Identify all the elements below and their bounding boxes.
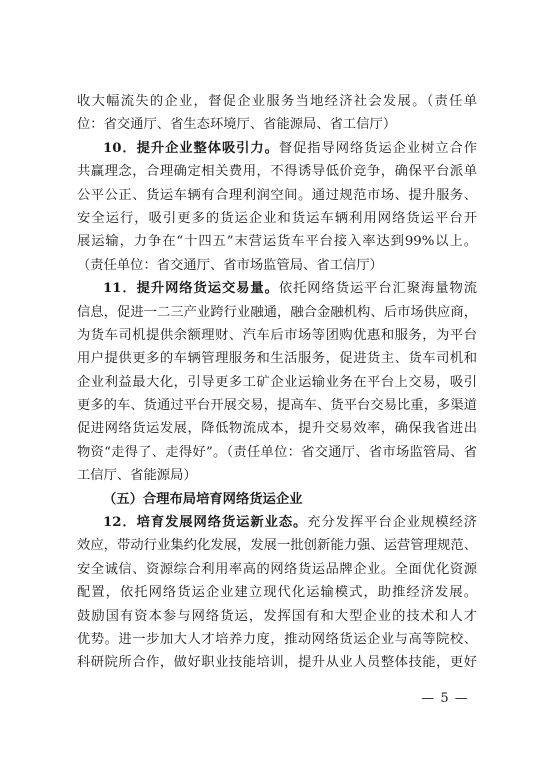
text-line: [77, 581, 477, 604]
text-line: [77, 534, 477, 557]
text-line-content: 效应，带动行业集约化发展，发展一批创新能力强、运营管理规范、: [77, 538, 477, 554]
item-heading: 10．提升企业整体吸引力。: [103, 140, 279, 156]
page-number: — 5 —: [421, 691, 469, 706]
text-line: [77, 254, 477, 277]
text-line-content: 安全诚信、资源综合利用率高的网络货运品牌企业。全面优化资源: [77, 561, 477, 577]
section-heading: [77, 488, 477, 511]
item-12-first-line: [77, 511, 477, 534]
text-line: [77, 651, 477, 674]
text-line: [77, 628, 477, 651]
text-line-content: 收大幅流失的企业，督促企业服务当地经济社会发展。（责任单: [77, 94, 477, 109]
section-heading-text: （五）合理布局培育网络货运企业: [103, 491, 303, 507]
text-line-content: 企业利益最大化，引导更多工矿企业运输业务在平台上交易，吸引: [77, 374, 477, 390]
text-line: [77, 394, 477, 417]
text-line-content: 依托网络货运平台汇聚海量物流: [278, 281, 477, 297]
text-line: [77, 605, 477, 628]
item-11-first-line: [77, 277, 477, 300]
text-line-content: 位：省交通厅、省生态环境厅、省能源局、省工信厅）: [77, 117, 397, 133]
text-line-content: 充分发挥平台企业规模经济: [307, 515, 477, 531]
text-line: [77, 464, 477, 487]
text-line: [77, 371, 477, 394]
text-line-content: 促进网络货运发展，降低物流成本，提升交易效率，确保我省进出: [77, 421, 477, 437]
text-line-content: 物资“走得了、走得好”。（责任单位：省交通厅、省市场监管局、省: [77, 444, 477, 460]
text-line-content: 公平公正、货运车辆有合理利润空间。通过规范市场、提升服务、: [77, 187, 477, 203]
text-line-content: 共赢理念，合理确定相关费用，不得诱导低价竞争，确保平台派单: [77, 164, 477, 180]
text-line-content: 督促指导网络货运企业树立合作: [278, 140, 477, 156]
text-line: [77, 417, 477, 440]
text-line: [77, 301, 477, 324]
text-line-content: 为货车司机提供余额理财、汽车后市场等团购优惠和服务，为平台: [77, 327, 477, 343]
text-line-content: 用户提供更多的车辆管理服务和生活服务，促进货主、货车司机和: [77, 351, 477, 367]
text-line-content: 科研院所合作，做好职业技能培训，提升从业人员整体技能，更好: [77, 655, 477, 671]
text-line: [77, 558, 477, 581]
text-line-content: 鼓励国有资本参与网络货运，发挥国有和大型企业的技术和人才: [77, 608, 477, 624]
item-heading: 12．培育发展网络货运新业态。: [103, 515, 308, 531]
item-10-first-line: [77, 137, 477, 160]
text-line: [77, 90, 477, 113]
text-line: [77, 113, 477, 136]
text-line-content: 信息，促进一二三产业跨行业融通，融合金融机构、后市场供应商，: [77, 304, 477, 320]
document-body: [77, 90, 477, 675]
text-line-content: 配置，依托网络货运企业建立现代化运输模式，助推经济发展。: [77, 585, 477, 601]
text-line: [77, 441, 477, 464]
text-line-content: 展运输，力争在“十四五”末营运货车平台接入率达到99%以上。: [77, 234, 477, 250]
text-line: [77, 160, 477, 183]
text-line-content: （责任单位：省交通厅、省市场监管局、省工信厅）: [77, 257, 383, 273]
text-line: [77, 230, 477, 253]
text-line-content: 更多的车、货通过平台开展交易，提高车、货平台交易比重，多渠道: [77, 398, 477, 414]
text-line: [77, 324, 477, 347]
text-line-content: 工信厅、省能源局）: [77, 468, 197, 484]
text-line: [77, 207, 477, 230]
text-line-content: 安全运行，吸引更多的货运企业和货运车辆利用网络货运平台开: [77, 210, 477, 226]
text-line: [77, 184, 477, 207]
text-line-content: 优势。进一步加大人才培养力度，推动网络货运企业与高等院校、: [77, 631, 477, 647]
item-heading: 11．提升网络货运交易量。: [103, 281, 279, 297]
text-line: [77, 347, 477, 370]
